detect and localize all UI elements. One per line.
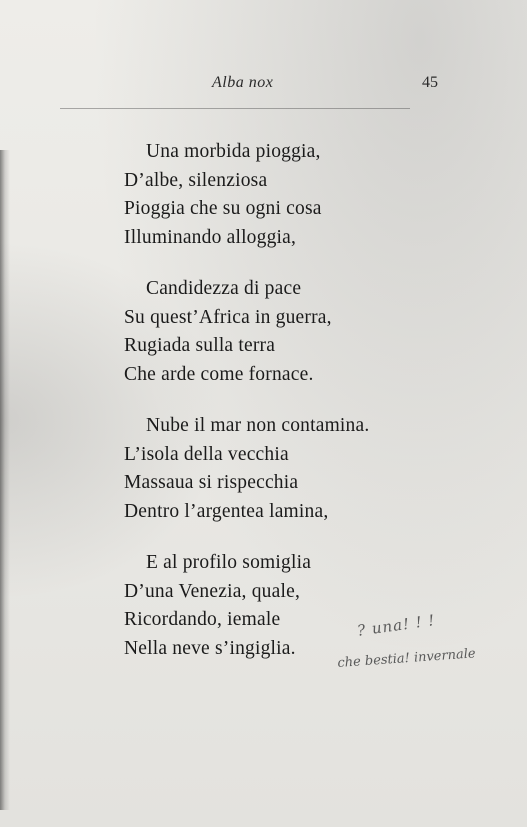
header-rule — [60, 108, 410, 109]
poem-line: Una morbida pioggia, — [146, 141, 321, 162]
handwritten-annotation: ? una! ! ! — [356, 611, 437, 640]
handwritten-annotation: che bestia! invernale — [337, 646, 477, 671]
poem-line: Su quest’Africa in guerra, — [124, 306, 332, 328]
running-title: Alba nox — [212, 74, 274, 91]
poem-line: Candidezza di pace — [146, 278, 302, 299]
poem — [124, 138, 464, 686]
poem-line: E al profilo somiglia — [146, 552, 312, 573]
poem-line: Nella neve s’ingiglia. — [124, 637, 296, 659]
stanza-3 — [124, 412, 464, 526]
poem-line: Nube il mar non contamina. — [146, 415, 370, 436]
page-header — [0, 74, 527, 98]
poem-line: Rugiada sulla terra — [124, 335, 276, 356]
poem-line: Massaua si rispecchia — [124, 472, 299, 493]
poem-line: Illuminando alloggia, — [124, 226, 297, 248]
stanza-2 — [124, 275, 464, 389]
poem-line: D’una Venezia, quale, — [124, 580, 301, 602]
page-number: 45 — [422, 74, 438, 91]
poem-line: L’isola della vecchia — [124, 443, 289, 465]
poem-line: D’albe, silenziosa — [124, 169, 268, 191]
binding-shadow — [0, 150, 10, 810]
stanza-4 — [124, 549, 464, 663]
poem-line: Pioggia che su ogni cosa — [124, 198, 322, 219]
stanza-1 — [124, 138, 464, 252]
poem-line: Ricordando, iemale — [124, 609, 281, 630]
poem-line: Che arde come fornace. — [124, 363, 314, 385]
poem-line: Dentro l’argentea lamina, — [124, 500, 329, 522]
